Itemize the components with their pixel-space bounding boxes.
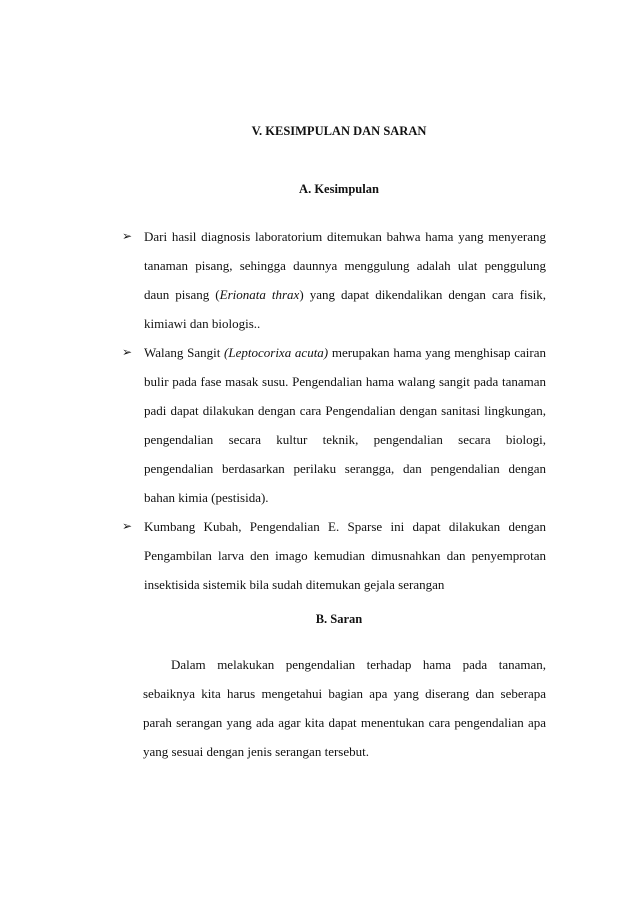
list-item — [122, 338, 546, 512]
arrow-bullet-icon: ➢ — [122, 229, 133, 243]
conclusion-list — [122, 222, 546, 599]
list-item — [122, 512, 546, 599]
arrow-bullet-icon: ➢ — [122, 345, 133, 359]
section-title-saran: B. Saran — [315, 612, 363, 626]
list-item-text — [144, 519, 546, 592]
list-item-text — [144, 345, 546, 505]
section-title-kesimpulan: A. Kesimpulan — [299, 182, 379, 196]
text-segment: Walang Sangit — [144, 345, 225, 360]
text-segment: merupakan hama yang menghisap cairan bulir pada fase masak susu. Pengendalian hama walang sangit pada tanaman padi dapat dilakukan dengan cara Pengendalian dengan sanitasi lingkungan, pengendalian secara kultur teknik, pengendalian secara biologi, pengendalian berdasarkan perilaku serangga, dan pengendalian dengan bahan kimia (pestisida). — [144, 345, 546, 505]
arrow-bullet-icon: ➢ — [122, 519, 133, 533]
text-segment: Dari hasil diagnosis laboratorium ditemukan bahwa hama yang menyerang tanaman pisang, sehingga daunnya menggulung adalah ulat penggulung daun pisang ( — [144, 229, 546, 302]
list-item — [122, 222, 546, 338]
saran-paragraph: Dalam melakukan pengendalian terhadap hama pada tanaman, sebaiknya kita harus mengetahui bagian apa yang diserang dan seberapa parah serangan yang ada agar kita dapat menentukan cara pengendalian apa yang sesuai dengan jenis serangan tersebut. — [143, 657, 546, 759]
text-segment: Kumbang Kubah, Pengendalian E. Sparse ini dapat dilakukan dengan Pengambilan larva den imago kemudian dimusnahkan dan penyemprotan insektisida sistemik bila sudah ditemukan gejala serangan — [144, 519, 546, 592]
chapter-title: V. KESIMPULAN DAN SARAN — [251, 124, 427, 138]
list-item-text — [144, 229, 546, 331]
text-segment: ) yang dapat dikendalikan dengan cara fisik, kimiawi dan biologis.. — [144, 287, 546, 331]
species-name: Erionata thrax — [219, 287, 300, 302]
species-name: (Leptocorixa acuta) — [224, 345, 329, 360]
